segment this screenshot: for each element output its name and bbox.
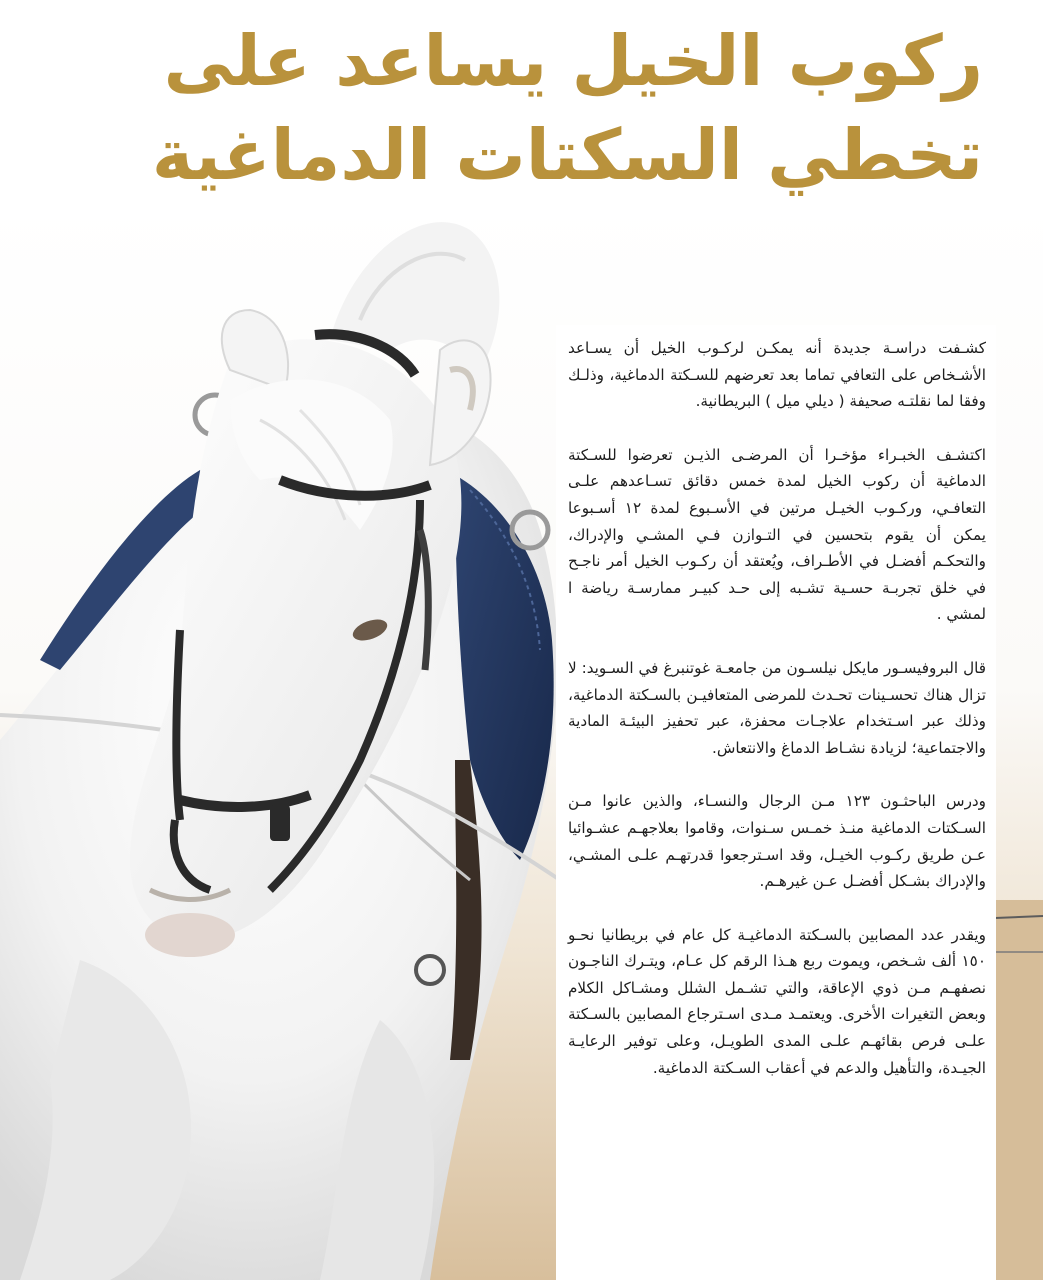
article-paragraph-5: ويقدر عدد المصابين بالسـكتة الدماغيـة كل عام في بريطانيا نحـو ١٥٠ ألف شـخص، ويموت ربع هـذا الرقم كل عـام، ويتـرك الناجـون نصفهـم مـن ذوي الإعاقة، والتي تشـمل الشلل ومشـاكل الكلام وبعض التغيرات الأخرى. ويعتمـد مـدى اسـترجاع المصابين بالسـكتة علـى فرص بقائهـم علـى المدى الطويـل، وعلى توفير الرعايـة الجيـدة، والتأهيل والدعم في أعقاب السـكتة الدماغية. — [568, 925, 986, 1077]
article-headline — [83, 14, 983, 202]
article-body-column — [556, 325, 996, 1280]
article-paragraph-2: اكتشـف الخبـراء مؤخـرا أن المرضـى الذيـن تعرضوا للسـكتة الدماغية أن ركوب الخيل لمدة خمس دقائق تسـاعدهم علـى التعافـي، وركـوب الخيـل مرتين في الأسـبوع لمدة ١٢ أسـبوعا يمكن أن يقوم بتحسين في التـوازن فـي المشـي والإدراك، والتحكـم أفضـل في الأطـراف، ويُعتقد أن ركـوب الخيل أمر ناجـح في خلق تجربـة حسـية تشـبه إلى حـد كبيـر ممارسـة رياضة ا لمشي . — [568, 445, 986, 624]
article-paragraph-4: ودرس الباحثـون ١٢٣ مـن الرجال والنسـاء، والذين عانوا مـن السـكتات الدماغية منـذ خمـس سـنوات، وقاموا بعلاجهـم عشـوائيا عـن طريق ركـوب الخيـل، وقد اسـترجعوا قدرتهـم علـى المشـي، والإدراك بشـكل أفضـل عـن غيرهـم. — [568, 792, 986, 891]
headline-line-1: ركوب الخيل يساعد على — [163, 20, 983, 102]
article-paragraph-1: كشـفت دراسـة جديدة أنه يمكـن لركـوب الخيل أن يسـاعد الأشـخاص على التعافي تماما بعد تعرضهم للسـكتة الدماغية، وذلـك وفقا لما نقلتـه صحيفة ( ديلي ميل ) البريطانية. — [568, 339, 986, 411]
article-body — [568, 335, 986, 1108]
article-paragraph-3: قال البروفيسـور مايكل نيلسـون من جامعـة غوتنبرغ في السـويد: لا تزال هناك تحسـينات تحـدث للمرضى المتعافيـن بالسـكتة الدماغية، وذلك عبر اسـتخدام علاجـات محفزة، عبر تحفيز البيئـة المادية والاجتماعية؛ لزيادة نشـاط الدماغ والانتعاش. — [568, 658, 986, 757]
headline-line-2: تخطي السكتات الدماغية — [151, 114, 983, 196]
